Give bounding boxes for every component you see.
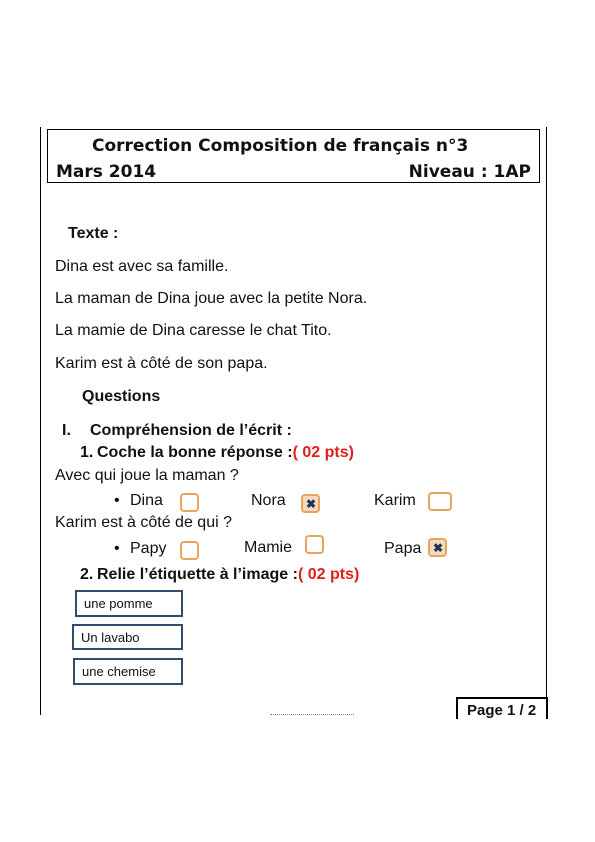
option-papy: Papy xyxy=(130,540,167,557)
q1-number: 1. xyxy=(80,444,94,461)
section-title: Compréhension de l’écrit : xyxy=(90,422,292,439)
cross-mark-icon: ✖ xyxy=(306,497,317,511)
option-mamie: Mamie xyxy=(244,539,293,556)
text-heading: Texte : xyxy=(68,225,119,242)
checkbox-papa[interactable] xyxy=(428,538,447,557)
section-numeral: I. xyxy=(62,422,71,439)
option-nora: Nora xyxy=(251,492,286,509)
page-number: Page 1 / 2 xyxy=(467,702,537,719)
page-left-border xyxy=(40,127,41,715)
q2-heading xyxy=(97,566,359,584)
checkbox-mamie[interactable] xyxy=(305,535,324,554)
document-level: Niveau : 1AP xyxy=(408,162,531,182)
option-papa: Papa xyxy=(384,540,422,557)
document-title: Correction Composition de français n°3 xyxy=(92,136,469,156)
q1-question-1: Avec qui joue la maman ? xyxy=(55,467,239,484)
q1-heading xyxy=(97,444,354,462)
bullet-dot: • xyxy=(114,540,120,557)
checkbox-nora[interactable] xyxy=(301,494,320,513)
q2-points: ( 02 pts) xyxy=(297,566,360,583)
q1-points: ( 02 pts) xyxy=(292,444,354,461)
text-line-4: Karim est à côté de son papa. xyxy=(55,355,268,372)
page-right-border xyxy=(546,127,547,715)
label-pomme[interactable]: une pomme xyxy=(75,590,183,617)
label-lavabo[interactable]: Un lavabo xyxy=(72,624,183,650)
checkbox-papy[interactable] xyxy=(180,541,199,560)
document-date: Mars 2014 xyxy=(56,162,157,182)
label-chemise[interactable]: une chemise xyxy=(73,658,183,685)
checkbox-karim[interactable] xyxy=(428,492,452,511)
text-line-3: La mamie de Dina caresse le chat Tito. xyxy=(55,322,332,339)
option-dina: Dina xyxy=(130,492,163,509)
page-number-box xyxy=(456,697,548,719)
checkbox-dina[interactable] xyxy=(180,493,199,512)
footer-divider xyxy=(270,711,354,715)
option-karim: Karim xyxy=(374,492,416,509)
q2-title: Relie l’étiquette à l’image : xyxy=(97,566,298,583)
q2-number: 2. xyxy=(80,566,94,583)
cross-mark-icon: ✖ xyxy=(433,541,444,555)
text-line-2: La maman de Dina joue avec la petite Nora. xyxy=(55,290,368,307)
bullet-dot: • xyxy=(114,492,120,509)
q1-question-2: Karim est à côté de qui ? xyxy=(55,514,232,531)
q1-title: Coche la bonne réponse : xyxy=(97,444,293,461)
questions-heading: Questions xyxy=(82,388,161,405)
text-line-1: Dina est avec sa famille. xyxy=(55,258,229,275)
